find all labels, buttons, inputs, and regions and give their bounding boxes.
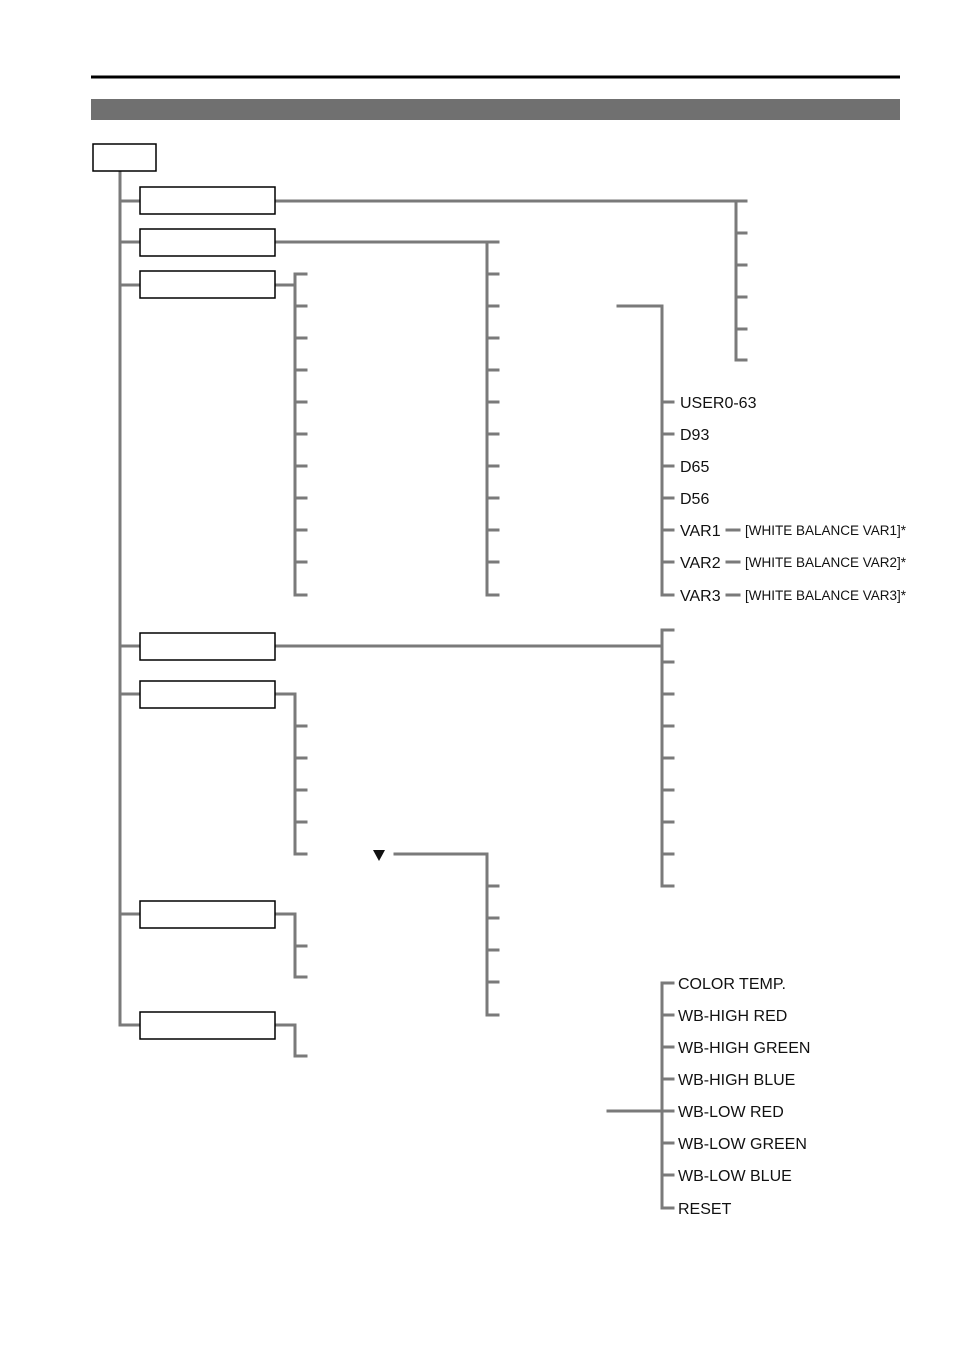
color-temp-option: D65: [680, 459, 710, 476]
color-temp-option: USER0-63: [680, 395, 757, 412]
white-balance-item: WB-LOW BLUE: [678, 1168, 792, 1185]
white-balance-items: [678, 976, 810, 1218]
color-temp-option-sub: [WHITE BALANCE VAR3]*: [745, 588, 907, 603]
menu-box-1: [140, 187, 275, 214]
white-balance-item: WB-LOW RED: [678, 1104, 784, 1121]
color-temp-option: VAR2: [680, 555, 721, 572]
white-balance-item: WB-LOW GREEN: [678, 1136, 807, 1153]
color-temp-option: D56: [680, 491, 710, 508]
menu-box-6: [140, 901, 275, 928]
color-temp-option: VAR1: [680, 523, 721, 540]
color-temp-option-sub: [WHITE BALANCE VAR1]*: [745, 523, 907, 538]
color-temp-options: [680, 395, 907, 605]
menu-box-7: [140, 1012, 275, 1039]
down-triangle-icon: [373, 850, 385, 861]
color-temp-option: VAR3: [680, 588, 721, 605]
menu-box-2: [140, 229, 275, 256]
root-menu-box: [93, 144, 156, 171]
menu-box-5: [140, 681, 275, 708]
color-temp-option: D93: [680, 427, 710, 444]
section-header-bar: [91, 99, 900, 120]
white-balance-item: WB-HIGH BLUE: [678, 1072, 796, 1089]
menu-box-3: [140, 271, 275, 298]
white-balance-item: COLOR TEMP.: [678, 976, 786, 993]
white-balance-item: WB-HIGH RED: [678, 1008, 788, 1025]
white-balance-item: RESET: [678, 1201, 732, 1218]
menu-box-4: [140, 633, 275, 660]
color-temp-option-sub: [WHITE BALANCE VAR2]*: [745, 555, 907, 570]
white-balance-item: WB-HIGH GREEN: [678, 1040, 811, 1057]
